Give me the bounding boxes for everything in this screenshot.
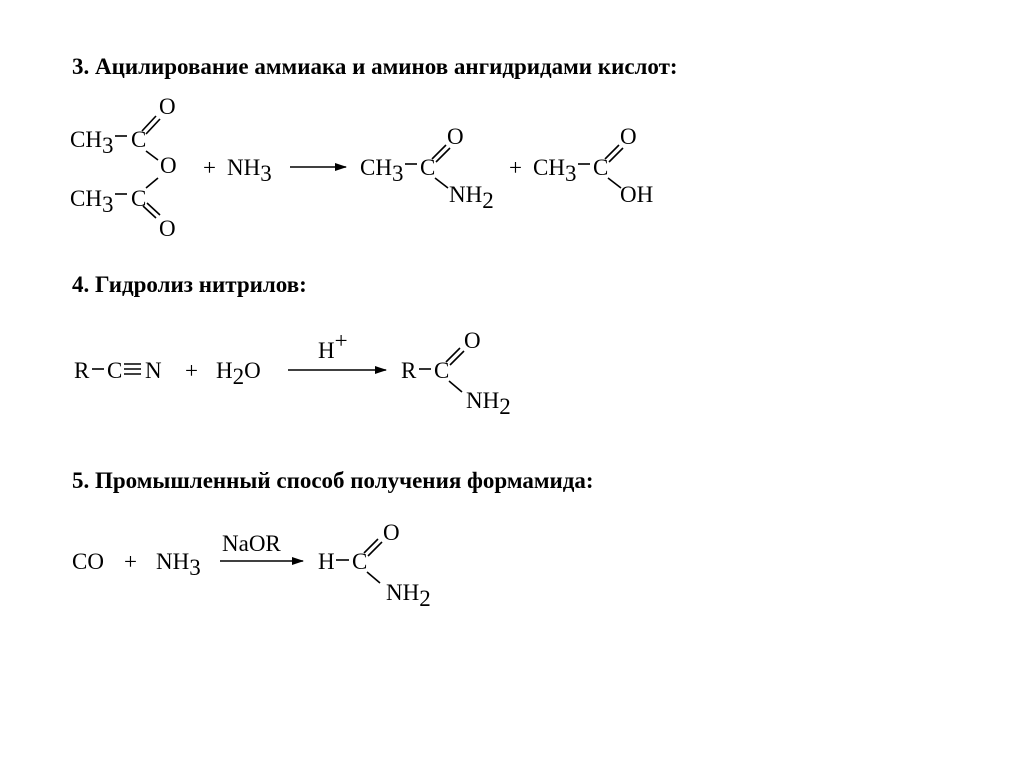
hydrogen: H — [318, 549, 335, 574]
amino-group: NH2 — [466, 388, 511, 419]
heading-nitrile-hydrolysis: 4. Гидролиз нитрилов: — [72, 272, 307, 297]
r-group: R — [74, 358, 90, 383]
carbon-monoxide: CO — [72, 549, 104, 574]
carbonyl-carbon-bottom: C — [131, 186, 147, 211]
methyl-group: CH3 — [360, 155, 404, 186]
amino-group: NH2 — [449, 182, 494, 213]
bond — [449, 381, 462, 392]
plus-sign: + — [509, 155, 522, 180]
oxygen: O — [620, 124, 637, 149]
ammonia: NH3 — [227, 155, 272, 186]
bridging-oxygen: O — [160, 153, 177, 178]
double-bond — [146, 119, 160, 134]
oxygen: O — [464, 328, 481, 353]
reaction-nitrile-hydrolysis — [74, 328, 511, 419]
carbonyl-carbon: C — [352, 549, 368, 574]
double-bond — [446, 348, 460, 362]
plus-sign: + — [124, 549, 137, 574]
hydroxyl-group: OH — [620, 182, 654, 207]
methyl-group: CH3 — [533, 155, 577, 186]
amide-product — [401, 328, 511, 419]
oxygen: O — [383, 520, 400, 545]
bond — [435, 178, 448, 188]
methyl-group-top: CH3 — [70, 127, 114, 158]
reaction-acylation — [70, 94, 653, 241]
carbonyl-carbon: C — [420, 155, 436, 180]
nitrile-carbon: C — [107, 358, 123, 383]
reaction-formamide — [72, 520, 431, 611]
acetic-anhydride — [70, 94, 177, 241]
double-bond — [368, 542, 382, 556]
nitrile-nitrogen: N — [145, 358, 162, 383]
methyl-group-bottom: CH3 — [70, 186, 114, 217]
carbonyl-carbon-top: C — [131, 127, 147, 152]
r-group: R — [401, 358, 417, 383]
plus-sign: + — [185, 358, 198, 383]
double-bond — [609, 148, 623, 162]
oxygen: O — [447, 124, 464, 149]
carbonyl-carbon: C — [593, 155, 609, 180]
carbonyl-carbon: C — [434, 358, 450, 383]
catalyst-label: H+ — [318, 328, 348, 363]
double-bond — [450, 351, 464, 365]
catalyst-label: NaOR — [222, 531, 281, 556]
double-bond — [142, 116, 156, 131]
amino-group: NH2 — [386, 580, 431, 611]
double-bond — [364, 539, 378, 553]
formamide — [318, 520, 431, 611]
double-bond — [143, 206, 156, 218]
oxygen-bottom: O — [159, 216, 176, 241]
acetamide — [360, 124, 494, 213]
acetic-acid — [533, 124, 653, 207]
double-bond — [432, 145, 446, 159]
bond — [367, 572, 380, 583]
double-bond — [147, 203, 160, 215]
heading-acylation: 3. Ацилирование аммиака и аминов ангидридами кислот: — [72, 54, 678, 79]
double-bond — [605, 145, 619, 159]
plus-sign: + — [203, 155, 216, 180]
heading-formamide-industrial: 5. Промышленный способ получения формамида: — [72, 468, 594, 493]
bond — [146, 178, 158, 188]
ammonia: NH3 — [156, 549, 201, 580]
double-bond — [436, 148, 450, 162]
oxygen-top: O — [159, 94, 176, 119]
bond — [146, 151, 158, 160]
water: H2O — [216, 358, 261, 389]
